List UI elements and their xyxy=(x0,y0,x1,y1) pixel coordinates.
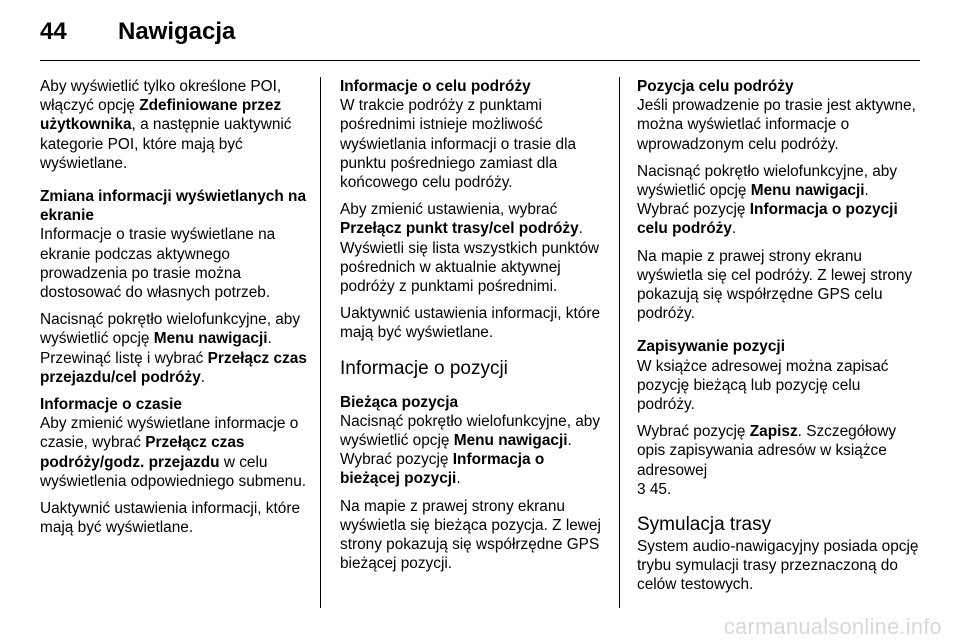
subheading-save-position: Zapisywanie pozycji xyxy=(637,338,785,356)
paragraph-current-nav: Nacisnąć pokrętło wielofunkcyjne, aby wyświetlić opcję Menu nawigacji. Wybrać pozycję Informacja o bieżącej pozycji. xyxy=(340,412,601,488)
header-rule xyxy=(40,60,920,61)
column-divider xyxy=(619,77,620,608)
paragraph-screen-info: Informacje o trasie wyświetlane na ekranie podczas aktywnego prowadzenia po trasie można dostosować do własnych potrzeb. xyxy=(40,226,276,302)
paragraph-guidance-active: Jeśli prowadzenie po trasie jest aktywne, można wyświetlać informacje o wprowadzonym celu podróży. xyxy=(637,97,916,153)
column-1 xyxy=(40,77,308,545)
paragraph-save: Wybrać pozycję Zapisz. Szczegółowy opis zapisywania adresów w książce adresowej 3 45. xyxy=(637,423,897,498)
column-2 xyxy=(340,77,608,581)
chapter-title: Nawigacja xyxy=(118,18,236,45)
watermark: carmanualsonline.info xyxy=(723,614,942,639)
page-number: 44 xyxy=(40,18,67,45)
paragraph-activate: Uaktywnić ustawienia informacji, które mają być wyświetlane. xyxy=(40,500,301,537)
paragraph-activate: Uaktywnić ustawienia informacji, które mają być wyświetlane. xyxy=(340,305,601,342)
subheading-destination-info: Informacje o celu podróży xyxy=(340,78,531,95)
paragraph-menu-nav: Nacisnąć pokrętło wielofunkcyjne, aby wyświetlić opcję Menu nawigacji. Przewinąć listę i wybrać Przełącz czas przejazdu/cel podróży. xyxy=(40,311,307,386)
subheading-screen-info: Zmiana informacji wyświetlanych na ekranie xyxy=(40,188,306,225)
section-heading-simulation: Symulacja trasy xyxy=(637,514,772,536)
subheading-time-info: Informacje o czasie xyxy=(40,396,182,414)
paragraph-waypoints: W trakcie podróży z punktami pośrednimi istnieje możliwość wyświetlania informacji o trasie dla punktu pośredniego zamiast dla końcowego celu podróży. xyxy=(340,97,577,192)
paragraph-destination-nav: Nacisnąć pokrętło wielofunkcyjne, aby wyświetlić opcję Menu nawigacji. Wybrać pozycję Informacja o pozycji celu podróży. xyxy=(637,162,898,238)
paragraph-poi: Aby wyświetlić tylko określone POI, włączyć opcję Zdefiniowane przez użytkownika, a następnie uaktywnić kategorie POI, które mają być wyświetlane. xyxy=(40,78,292,172)
page-header xyxy=(40,18,235,50)
paragraph-destination-map: Na mapie z prawej strony ekranu wyświetla się cel podróży. Z lewej strony pokazują się współrzędne GPS celu podróży. xyxy=(637,247,913,323)
column-3 xyxy=(637,77,922,603)
paragraph-address-book: W książce adresowej można zapisać pozycję bieżącą lub pozycję celu podróży. xyxy=(637,357,889,414)
subheading-destination-position: Pozycja celu podróży xyxy=(637,78,794,95)
paragraph-simulation: System audio-nawigacyjny posiada opcję trybu symulacji trasy przeznaczoną do celów testowych. xyxy=(637,538,919,594)
paragraph-time-info: Aby zmienić wyświetlane informacje o czasie, wybrać Przełącz czas podróży/godz. przejazdu w celu wyświetlenia odpowiedniego submenu. xyxy=(40,415,307,490)
page-reference: 3 45. xyxy=(637,480,672,498)
paragraph-change-settings: Aby zmienić ustawienia, wybrać Przełącz punkt trasy/cel podróży. Wyświetli się lista wszystkich punktów pośrednich w aktualnie aktywnej podróży z punktami pośrednimi. xyxy=(340,201,600,296)
paragraph-current-map: Na mapie z prawej strony ekranu wyświetla się bieżąca pozycja. Z lewej strony pokazują się współrzędne GPS bieżącej pozycji. xyxy=(340,497,601,573)
section-heading-position: Informacje o pozycji xyxy=(340,357,508,379)
subheading-current-position: Bieżąca pozycja xyxy=(340,393,459,411)
column-divider xyxy=(320,77,321,608)
